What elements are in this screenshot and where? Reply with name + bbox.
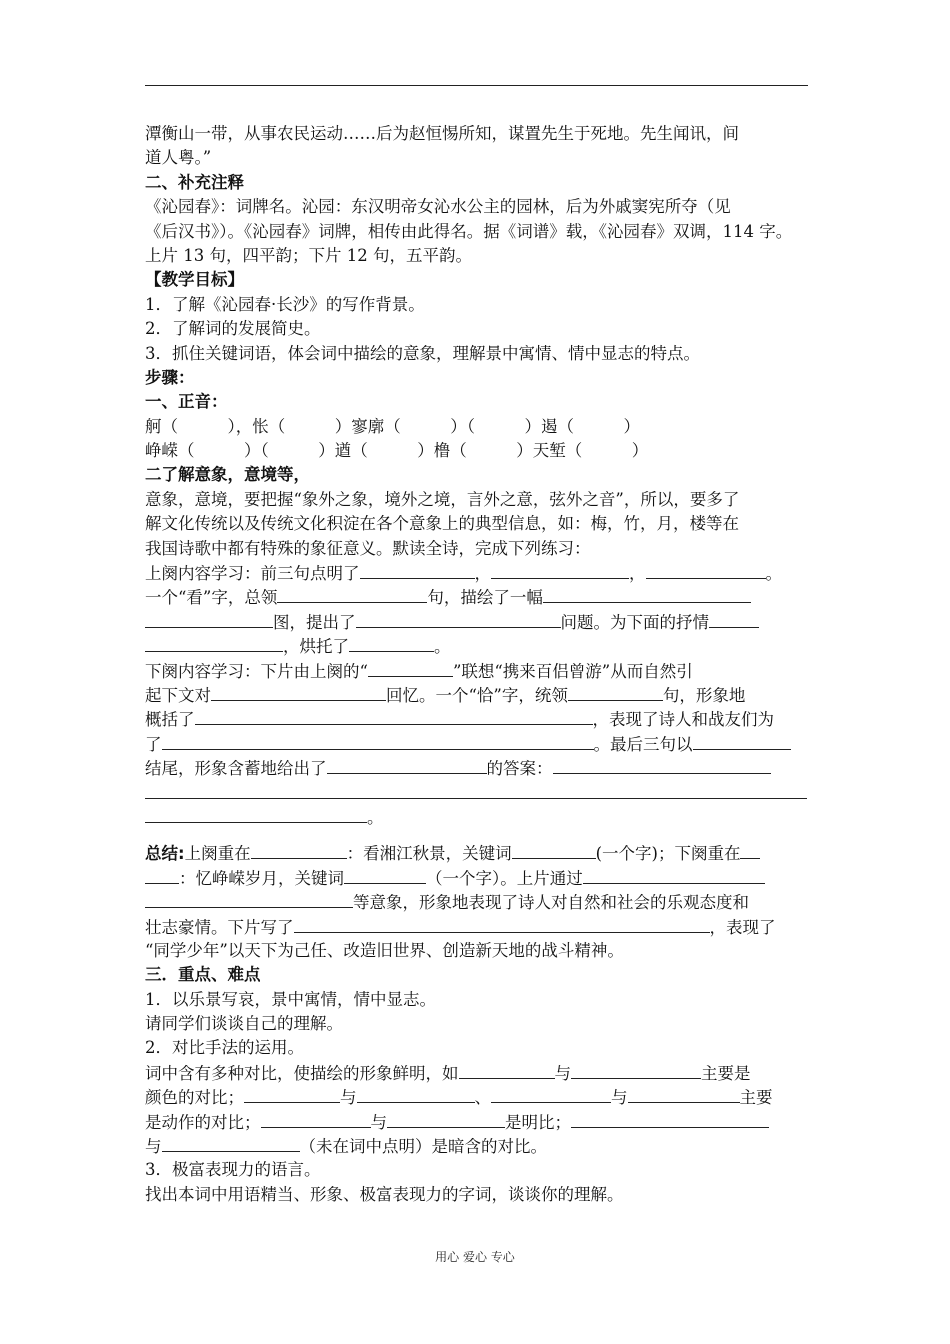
fill-blank[interactable] (261, 1110, 371, 1128)
text: ， (629, 564, 646, 584)
fill-blank[interactable] (543, 585, 751, 603)
section-heading (145, 390, 810, 414)
text: ，表现了诗人和战友们为 (592, 710, 774, 730)
text: 等意象，形象地表现了诗人对自然和社会的乐观态度和 (353, 893, 749, 913)
text: 找出本词中用语精当、形象、极富表现力的字词，谈谈你的理解。 (145, 1184, 624, 1204)
text: ，表现了 (709, 917, 776, 937)
text-line (145, 146, 810, 170)
text: 。 (367, 807, 384, 827)
fill-blank[interactable] (491, 1085, 611, 1103)
section-heading (145, 366, 810, 390)
text: 图，提出了 (273, 612, 356, 632)
fill-blank[interactable] (356, 610, 561, 628)
text: 与 (145, 1137, 162, 1157)
text: 与 (370, 1112, 387, 1132)
text-line (145, 659, 810, 683)
text-line (145, 585, 810, 609)
text: 上阕重在 (184, 844, 251, 864)
text-line (145, 939, 810, 963)
text-line (145, 537, 810, 561)
text: 了 (145, 734, 162, 754)
text-line (145, 1134, 810, 1158)
text-line (145, 841, 810, 865)
text: 句，描绘了一幅 (427, 588, 543, 608)
text: 颜色的对比； (145, 1088, 244, 1108)
fill-blank[interactable] (162, 732, 594, 750)
fill-blank[interactable] (459, 1061, 555, 1079)
text-line (145, 866, 810, 890)
text: 与 (340, 1088, 357, 1108)
text: 3．极富表现力的语言。 (145, 1160, 321, 1180)
text-line (145, 415, 810, 439)
text: 《后汉书》）。《沁园春》词牌，相传由此得名。据《词谱》载，《沁园春》双调，114 字。 (145, 221, 793, 241)
fill-blank[interactable] (368, 659, 453, 677)
text-line (145, 1110, 810, 1134)
text: ”联想“携来百侣曾游”从而自然引 (452, 661, 693, 681)
fill-blank[interactable] (709, 610, 759, 628)
fill-blank[interactable] (646, 561, 766, 579)
text: 意象，意境，要把握“象外之象，境外之境，言外之意，弦外之音”，所以，要多了 (145, 489, 740, 509)
text: 道人粤。” (145, 148, 212, 168)
fill-blank[interactable] (349, 634, 434, 652)
text: (一个字)；下阕重在 (595, 844, 741, 864)
text-line (145, 1061, 810, 1085)
summary-label: 总结: (145, 844, 185, 864)
text: 二、补充注释 (145, 172, 244, 192)
text: ：看湘江秋景，关键词 (346, 844, 512, 864)
text: 潭衡山一带，从事农民运动……后为赵恒惕所知，谋置先生于死地。先生闻讯，间 (145, 124, 739, 143)
fill-blank[interactable] (344, 866, 426, 884)
fill-blank[interactable] (571, 1061, 701, 1079)
fill-blank[interactable] (244, 1085, 340, 1103)
text: 【教学目标】 (145, 270, 244, 290)
text-line (145, 122, 810, 146)
fill-blank[interactable] (583, 866, 765, 884)
text-line (145, 488, 810, 512)
text: ， (474, 564, 491, 584)
fill-blank[interactable] (571, 1110, 769, 1128)
text-line (145, 561, 810, 585)
text: 我国诗歌中都有特殊的象征意义。默读全诗，完成下列练习： (145, 538, 591, 558)
header-rule (145, 85, 808, 86)
text: 上片 13 句，四平韵；下片 12 句，五平韵。 (145, 245, 472, 265)
text: 与 (611, 1088, 628, 1108)
text: 《沁园春》：词牌名。沁园：东汉明帝女沁水公主的园林，后为外戚窦宪所夺（见 (145, 197, 731, 217)
text-line (145, 1183, 810, 1207)
text-line (145, 683, 810, 707)
fill-blank[interactable] (387, 1110, 505, 1128)
text: 壮志豪情。下片写了 (145, 917, 294, 937)
text-line (145, 610, 810, 634)
fill-blank[interactable] (553, 756, 771, 774)
fill-blank[interactable] (277, 585, 427, 603)
text-line (145, 1085, 810, 1109)
text-line (145, 1158, 810, 1182)
fill-blank[interactable] (145, 634, 283, 652)
text-line (145, 1036, 810, 1060)
text: 峥嵘（ ）（ ）遒（ ）橹（ ）天堑（ ） (145, 441, 649, 461)
text: 上阕内容学习：前三句点明了 (145, 564, 360, 584)
text: （一个字）。上片通过 (426, 868, 583, 888)
text: 一个“看”字，总领 (145, 588, 278, 608)
fill-blank[interactable] (294, 915, 710, 933)
fill-blank[interactable] (145, 781, 807, 799)
text: 。最后三句以 (593, 734, 693, 754)
text-line (145, 439, 810, 463)
page-footer: 用心 爱心 专心 (435, 1250, 515, 1264)
text: 回忆。一个“恰”字，统领 (386, 685, 568, 705)
text: 问题。为下面的抒情 (560, 612, 709, 632)
text: 2．了解词的发展简史。 (145, 319, 321, 339)
text: 、 (474, 1088, 491, 1108)
text: 二了解意象，意境等， (145, 465, 310, 485)
text: 。 (765, 564, 782, 584)
text-line (145, 781, 810, 805)
fill-blank[interactable] (211, 683, 386, 701)
section-heading (145, 268, 810, 292)
fill-blank[interactable] (740, 841, 760, 859)
text-line (145, 915, 810, 939)
text: 是动作的对比； (145, 1112, 261, 1132)
text: 主要是 (701, 1063, 751, 1083)
fill-blank[interactable] (327, 756, 487, 774)
text-line (145, 1012, 810, 1036)
text-line (145, 293, 810, 317)
text: 结尾，形象含蓄地给出了 (145, 759, 327, 779)
text: 句，形象地 (662, 685, 746, 705)
text-line (145, 805, 810, 829)
text-line (145, 195, 810, 219)
text-line (145, 732, 810, 756)
fill-blank[interactable] (512, 841, 596, 859)
text: ，烘托了 (283, 637, 349, 657)
section-heading (145, 171, 810, 195)
text: 概括了 (145, 710, 195, 730)
text-line (145, 342, 810, 366)
fill-blank[interactable] (145, 805, 367, 823)
text: 词中含有多种对比，使描绘的形象鲜明，如 (145, 1063, 459, 1083)
text-line (145, 756, 810, 780)
text: 下阕内容学习：下片由上阕的“ (145, 661, 368, 681)
text: （未在词中点明）是暗含的对比。 (299, 1137, 547, 1157)
text: 1．以乐景写哀，景中寓情，情中显志。 (145, 989, 436, 1009)
text: 请同学们谈谈自己的理解。 (145, 1014, 343, 1034)
text: 一、正音： (145, 392, 228, 412)
text: 的答案： (486, 759, 553, 779)
text: “同学少年”以天下为己任、改造旧世界、创造新天地的战斗精神。 (145, 940, 624, 960)
text: 步骤： (145, 367, 195, 387)
text: 。 (434, 637, 451, 657)
text-line (145, 317, 810, 341)
fill-blank[interactable] (145, 890, 353, 908)
text: 主要 (739, 1088, 773, 1108)
text: 起下文对 (145, 685, 211, 705)
fill-blank[interactable] (491, 561, 629, 579)
fill-blank[interactable] (251, 841, 347, 859)
text-line (145, 634, 810, 658)
text-line (145, 890, 810, 914)
text: 解文化传统以及传统文化积淀在各个意象上的典型信息，如：梅，竹，月，楼等在 (145, 514, 739, 534)
fill-blank[interactable] (360, 561, 475, 579)
section-heading (145, 963, 810, 987)
text: 2．对比手法的运用。 (145, 1038, 304, 1058)
fill-blank[interactable] (628, 1085, 740, 1103)
text-line (145, 707, 810, 731)
fill-blank[interactable] (162, 1134, 300, 1152)
fill-blank[interactable] (145, 610, 273, 628)
text: 是明比； (505, 1112, 571, 1132)
fill-blank[interactable] (568, 683, 663, 701)
text-line (145, 244, 810, 268)
text: 舸（ ），怅（ ）寥廓（ ）（ ）遏（ ） (145, 416, 640, 436)
text: 与 (554, 1063, 571, 1083)
document-body (145, 122, 810, 1207)
section-heading (145, 463, 810, 487)
text: ：忆峥嵘岁月，关键词 (179, 868, 344, 888)
text: 3．抓住关键词语，体会词中描绘的意象，理解景中寓情、情中显志的特点。 (145, 343, 700, 363)
text: 1．了解《沁园春·长沙》的写作背景。 (145, 294, 425, 314)
fill-blank[interactable] (357, 1085, 475, 1103)
text-line (145, 988, 810, 1012)
text: 三．重点、难点 (145, 965, 261, 985)
text-line (145, 220, 810, 244)
fill-blank[interactable] (145, 866, 179, 884)
text-line (145, 512, 810, 536)
fill-blank[interactable] (693, 732, 791, 750)
fill-blank[interactable] (195, 707, 593, 725)
